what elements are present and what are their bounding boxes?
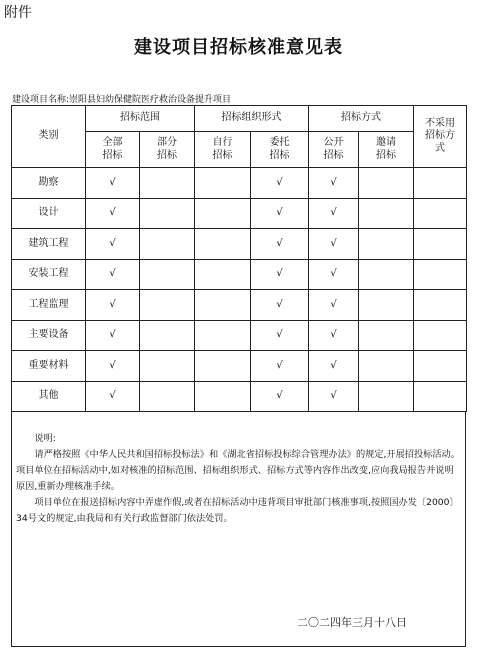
empty-cell	[140, 259, 195, 290]
check-mark-cell: √	[86, 168, 140, 199]
organization-group-header: 招标组织形式	[195, 106, 309, 132]
notes-section	[11, 411, 466, 647]
check-mark-cell: √	[309, 229, 359, 260]
check-mark-cell: √	[309, 259, 359, 290]
sub-header-full-bid: 全部招标	[86, 132, 140, 168]
check-mark-cell: √	[86, 381, 140, 412]
empty-cell	[140, 229, 195, 260]
table-row	[12, 290, 467, 321]
table-row	[12, 320, 467, 351]
check-mark-cell: √	[309, 320, 359, 351]
check-mark-cell: √	[86, 290, 140, 321]
empty-cell	[195, 351, 251, 382]
check-mark-cell: √	[251, 351, 309, 382]
category-header: 类别	[12, 106, 86, 168]
empty-cell	[359, 351, 414, 382]
empty-cell	[140, 290, 195, 321]
sub-header-open-bid: 公开招标	[309, 132, 359, 168]
table-row	[12, 381, 467, 412]
check-mark-cell: √	[309, 290, 359, 321]
empty-cell	[359, 320, 414, 351]
empty-cell	[359, 381, 414, 412]
notes-paragraph-2: 项目单位在报送招标内容中弄虚作假,或者在招标活动中违背项目审批部门核准事项,按照国办发〔2000〕34号文的规定,由我局和有关行政监督部门依法处罚。	[16, 497, 459, 524]
empty-cell	[195, 198, 251, 229]
sub-header-self-organized: 自行招标	[195, 132, 251, 168]
empty-cell	[414, 259, 467, 290]
empty-cell	[195, 259, 251, 290]
table-row	[12, 198, 467, 229]
approval-table	[11, 105, 467, 412]
empty-cell	[140, 351, 195, 382]
sub-header-entrusted: 委托招标	[251, 132, 309, 168]
empty-cell	[195, 320, 251, 351]
empty-cell	[414, 168, 467, 199]
sub-header-partial-bid: 部分招标	[140, 132, 195, 168]
check-mark-cell: √	[86, 229, 140, 260]
empty-cell	[140, 381, 195, 412]
empty-cell	[414, 198, 467, 229]
row-category: 其他	[12, 381, 86, 412]
check-mark-cell: √	[251, 168, 309, 199]
check-mark-cell: √	[86, 198, 140, 229]
notes-label: 说明:	[34, 433, 56, 444]
check-mark-cell: √	[309, 198, 359, 229]
empty-cell	[195, 229, 251, 260]
empty-cell	[414, 290, 467, 321]
empty-cell	[359, 229, 414, 260]
check-mark-cell: √	[309, 168, 359, 199]
check-mark-cell: √	[309, 351, 359, 382]
check-mark-cell: √	[86, 320, 140, 351]
project-name-line: 建设项目名称:崇阳县妇幼保健院医疗救治设备提升项目	[12, 95, 232, 105]
attachment-label: 附件	[4, 5, 32, 21]
table-row	[12, 168, 467, 199]
check-mark-cell: √	[251, 290, 309, 321]
method-group-header: 招标方式	[309, 106, 414, 132]
check-mark-cell: √	[251, 229, 309, 260]
empty-cell	[414, 351, 467, 382]
empty-cell	[195, 168, 251, 199]
empty-cell	[414, 381, 467, 412]
page-title: 建设项目招标核准意见表	[134, 37, 343, 58]
scope-group-header: 招标范围	[86, 106, 195, 132]
row-category: 主要设备	[12, 320, 86, 351]
row-category: 设计	[12, 198, 86, 229]
row-category: 工程监理	[12, 290, 86, 321]
row-category: 安装工程	[12, 259, 86, 290]
issue-date: 二〇二四年三月十八日	[297, 616, 407, 629]
check-mark-cell: √	[251, 198, 309, 229]
empty-cell	[359, 198, 414, 229]
row-category: 重要材料	[12, 351, 86, 382]
sub-header-invited-bid: 邀请招标	[359, 132, 414, 168]
empty-cell	[140, 320, 195, 351]
table-row	[12, 351, 467, 382]
table-row	[12, 229, 467, 260]
check-mark-cell: √	[251, 381, 309, 412]
check-mark-cell: √	[309, 381, 359, 412]
empty-cell	[140, 168, 195, 199]
empty-cell	[414, 320, 467, 351]
not-adopt-header: 不采用招标方式	[414, 106, 467, 168]
row-category: 勘察	[12, 168, 86, 199]
empty-cell	[195, 290, 251, 321]
empty-cell	[414, 229, 467, 260]
empty-cell	[140, 198, 195, 229]
check-mark-cell: √	[251, 259, 309, 290]
empty-cell	[195, 381, 251, 412]
empty-cell	[359, 168, 414, 199]
check-mark-cell: √	[86, 259, 140, 290]
check-mark-cell: √	[251, 320, 309, 351]
empty-cell	[359, 290, 414, 321]
check-mark-cell: √	[86, 351, 140, 382]
empty-cell	[359, 259, 414, 290]
notes-paragraph-1: 请严格按照《中华人民共和国招标投标法》和《湖北省招标投标综合管理办法》的规定,开展招投标活动。项目单位在招标活动中,如对核准的招标范围、招标组织形式、招标方式等内容作出改变,应向我局报告并说明原因,重新办理核准手续。	[16, 449, 460, 492]
row-category: 建筑工程	[12, 229, 86, 260]
table-row	[12, 259, 467, 290]
